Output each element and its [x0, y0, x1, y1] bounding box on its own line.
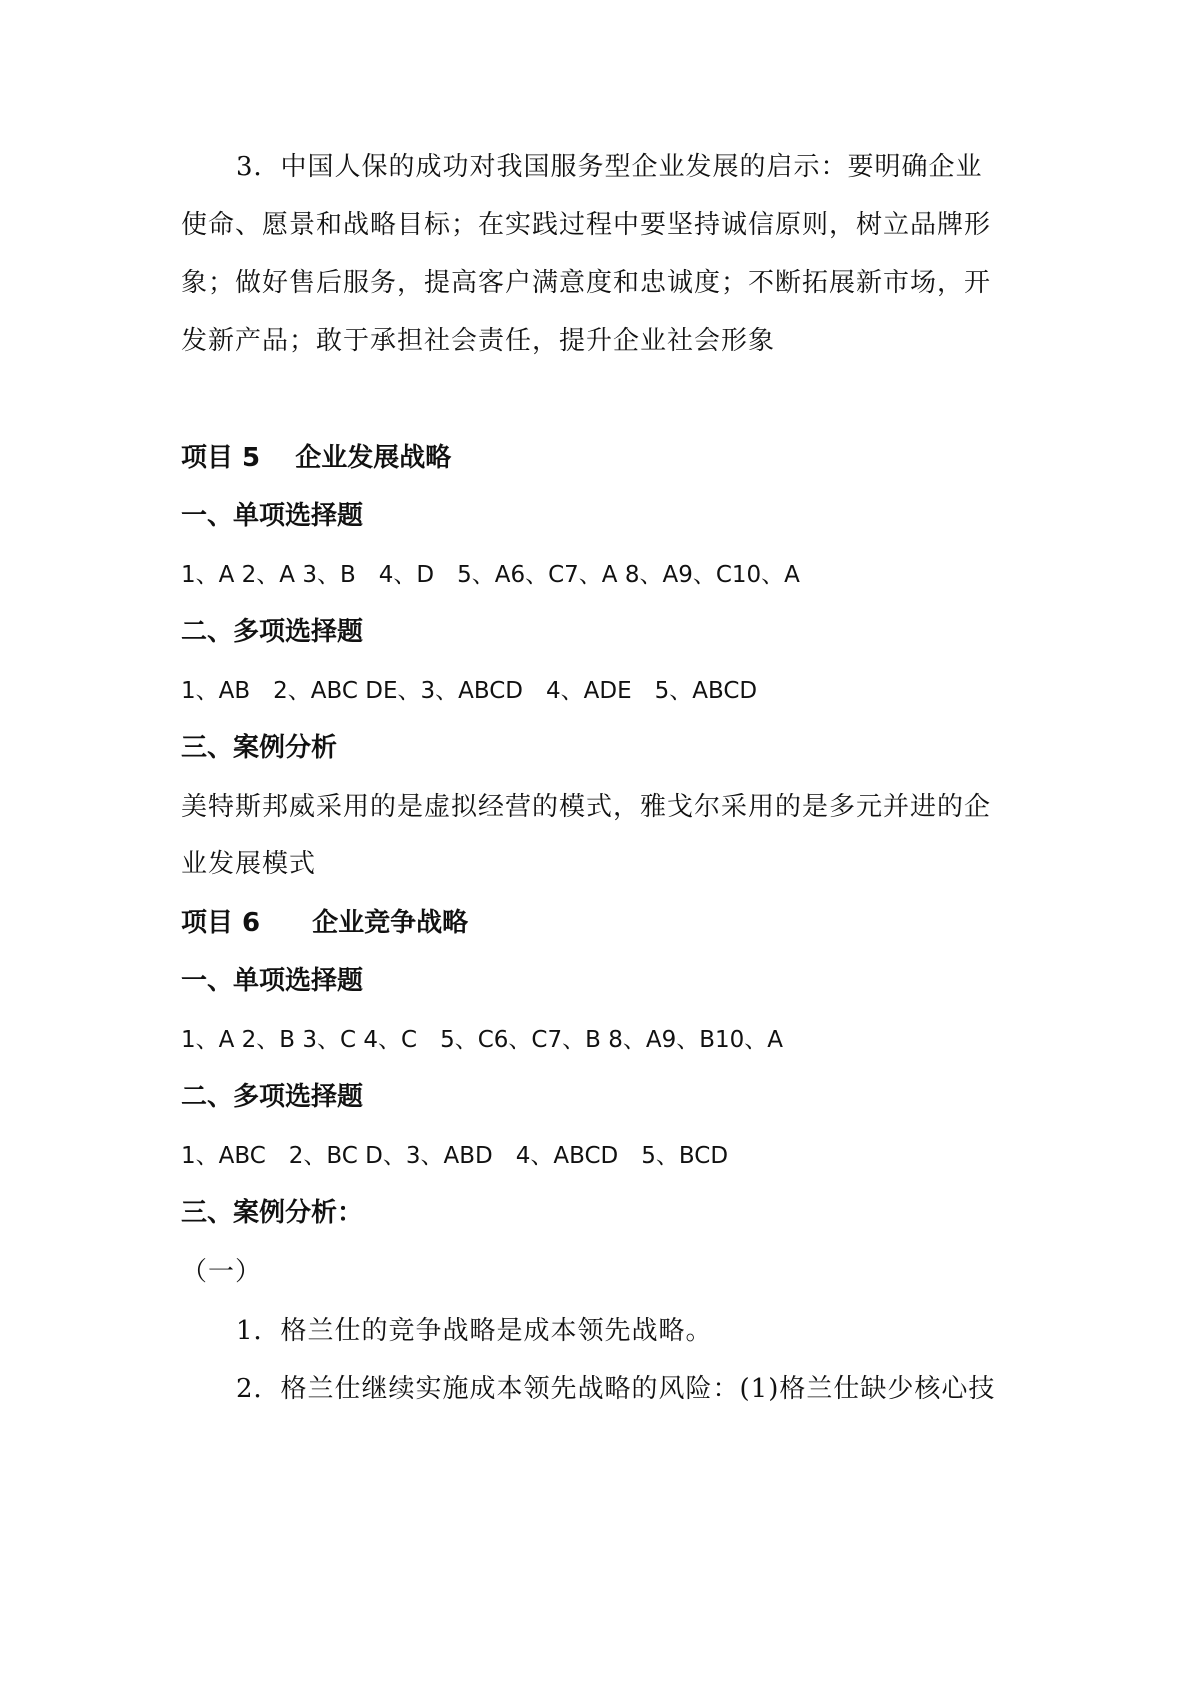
- project5-single-heading: 一、单项选择题: [181, 501, 364, 531]
- project6-single-heading: 一、单项选择题: [181, 966, 364, 996]
- project6-case-sub: （一）: [181, 1257, 263, 1287]
- project5-case-line-2: 业发展模式: [181, 849, 317, 879]
- intro-line-4: 发新产品；敢于承担社会责任，提升企业社会形象: [181, 326, 776, 356]
- intro-line-2: 使命、愿景和战略目标；在实践过程中要坚持诚信原则，树立品牌形: [181, 210, 992, 240]
- project6-case-point-2: 2．格兰仕继续实施成本领先战略的风险：(1)格兰仕缺少核心技: [236, 1374, 996, 1404]
- project5-title: 项目 5 企业发展战略: [181, 443, 452, 473]
- project5-case-heading: 三、案例分析: [181, 733, 338, 763]
- project6-single-answers: 1、A 2、B 3、C 4、C 5、C6、C7、B 8、A9、B10、A: [181, 1027, 783, 1053]
- project5-single-answers: 1、A 2、A 3、B 4、D 5、A6、C7、A 8、A9、C10、A: [181, 562, 800, 588]
- project6-case-point-1: 1．格兰仕的竞争战略是成本领先战略。: [236, 1316, 713, 1346]
- intro-line-1: 3．中国人保的成功对我国服务型企业发展的启示：要明确企业: [236, 152, 983, 182]
- intro-line-3: 象；做好售后服务，提高客户满意度和忠诚度；不断拓展新市场，开: [181, 268, 992, 298]
- project6-multi-heading: 二、多项选择题: [181, 1082, 364, 1112]
- project6-title: 项目 6 企业竞争战略: [181, 908, 469, 938]
- project5-multi-answers: 1、AB 2、ABC DE、3、ABCD 4、ADE 5、ABCD: [181, 678, 758, 704]
- project6-case-heading: 三、案例分析：: [181, 1198, 364, 1228]
- project5-case-line-1: 美特斯邦威采用的是虚拟经营的模式，雅戈尔采用的是多元并进的企: [181, 792, 992, 822]
- project5-multi-heading: 二、多项选择题: [181, 617, 364, 647]
- project6-multi-answers: 1、ABC 2、BC D、3、ABD 4、ABCD 5、BCD: [181, 1143, 729, 1169]
